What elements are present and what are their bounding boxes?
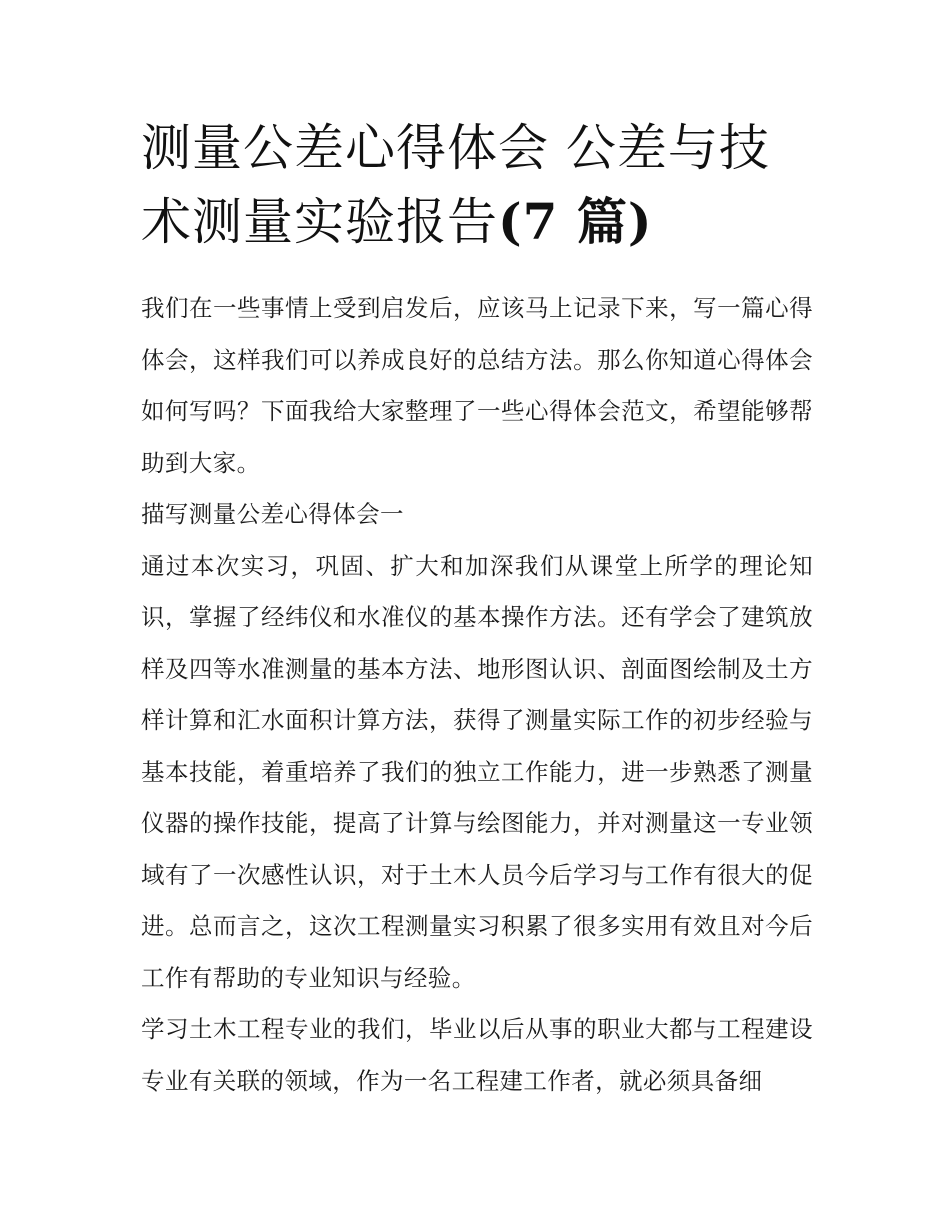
section-heading: 描写测量公差心得体会一 — [141, 500, 404, 528]
document-title — [141, 112, 813, 259]
title-text: 测量公差心得体会 公差与技术测量实验报告 — [141, 119, 770, 251]
document-body — [141, 283, 813, 1107]
body-paragraph: 通过本次实习，巩固、扩大和加深我们从课堂上所学的理论知识，掌握了经纬仪和水准仪的基本操作方法。还有学会了建筑放样及四等水准测量的基本方法、地形图认识、剖面图绘制及土方样计算和汇水面积计算方法，获得了测量实际工作的初步经验与基本技能，着重培养了我们的独立工作能力，进一步熟悉了测量仪器的操作技能，提高了计算与绘图能力，并对测量这一专业领域有了一次感性认识，对于土木人员今后学习与工作有很大的促进。总而言之，这次工程测量实习积累了很多实用有效且对今后工作有帮助的专业知识与经验。 — [141, 551, 813, 992]
document-content — [141, 112, 813, 1107]
intro-paragraph: 我们在一些事情上受到启发后，应该马上记录下来，写一篇心得体会，这样我们可以养成良好的总结方法。那么你知道心得体会如何写吗？下面我给大家整理了一些心得体会范文，希望能够帮助到大家。 — [141, 294, 813, 477]
title-count: (7 篇) — [498, 192, 653, 251]
body-paragraph: 学习土木工程专业的我们，毕业以后从事的职业大都与工程建设专业有关联的领域，作为一名工程建工作者，就必须具备细 — [141, 1015, 813, 1095]
